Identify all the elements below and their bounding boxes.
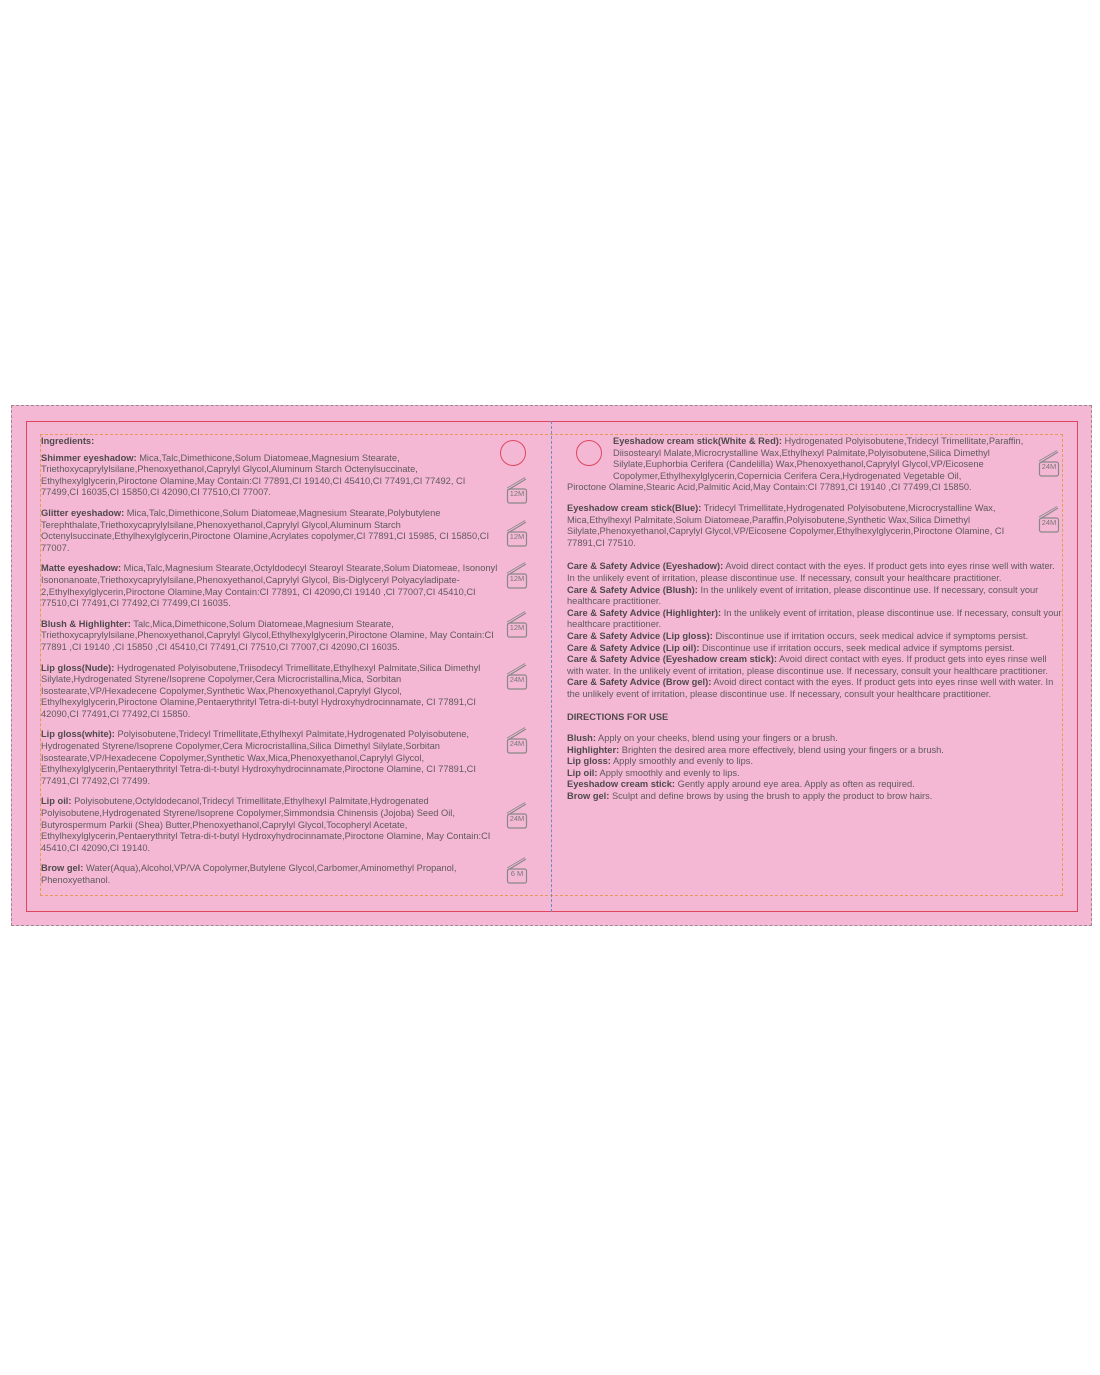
- ingredient-cream-stick-white-red-cont: Piroctone Olamine,Stearic Acid,Palmitic Acid,May Contain:CI 77891,CI 19140 ,CI 77499,CI 15850.: [567, 482, 972, 493]
- ingredient-lip-oil: Lip oil: Polyisobutene,Octyldodecanol,Tridecyl Trimellitate,Ethylhexyl Palmitate,Hydrogenated Polyisobutene,Hydrogenated Styrene/Isoprene Copolymer,Simmondsia Chinensis (Jojoba) Seed Oil, Butyrospermum Parkii (Shea) Butter,Phenoxyethanol,Caprylyl Glycol,Tocopheryl Acetate, Ethylhexylglycerin,Pentaerythrityl Tetra-di-t-butyl Hydroxyhydrocinnamate,Piroctone Olamine, May Contain:CI 45410,CI 42090,CI 19140.: [41, 796, 491, 853]
- pao-label: 24M: [509, 675, 525, 684]
- ingredient-cream-stick-blue: Eyeshadow cream stick(Blue): Tridecyl Trimellitate,Hydrogenated Polyisobutene,Microcrystalline Wax, Mica,Ethylhexyl Palmitate,Solum Diatomeae,Paraffin,Polyisobutene,Synthetic Wax,Silica Dimethyl Silylate,Phenoxyethanol,Caprylyl Glycol,VP/Eicosene Copolymer,Ethylhexylglycerin,Piroctone Olamine, CI 77891,CI 77510.: [567, 502, 1005, 548]
- care-highlighter: Care & Safety Advice (Highlighter): In the unlikely event of irritation, please discontinue use. If necessary, consult your healthcare practitioner.: [567, 607, 1062, 630]
- direction-lip-gloss: Lip gloss: Apply smoothly and evenly to lips.: [567, 756, 754, 767]
- pao-label: 6 M: [510, 869, 524, 878]
- pao-icon: [1036, 506, 1062, 534]
- ingredients-column: [41, 436, 503, 887]
- fold-line: [551, 421, 552, 912]
- pao-label: 24M: [509, 739, 525, 748]
- care-brow-gel: Care & Safety Advice (Brow gel): Avoid direct contact with the eyes. If product gets into eyes rinse well with water. In the unlikely event of irritation, please discontinue use. If necessary, consult your healthcare practitioner.: [567, 677, 1054, 699]
- ingredient-blush-highlighter: Blush & Highlighter: Talc,Mica,Dimethicone,Solum Diatomeae,Magnesium Stearate, Triethoxycaprylylsilane,Phenoxyethanol,Caprylyl Glycol,Ethylhexylglycerin,Piroctone Olamine, May Contain:CI 77891 ,CI 19140 ,CI 15850 ,CI 45410,CI 77491,CI 77510,CI 77007,CI 42090,CI 16035.: [41, 618, 494, 652]
- direction-cream-stick: Eyeshadow cream stick: Gently apply around eye area. Apply as often as required.: [567, 779, 915, 790]
- ingredient-lip-gloss-nude: Lip gloss(Nude): Hydrogenated Polyisobutene,Triisodecyl Trimellitate,Ethylhexyl Palmitate,Silica Dimethyl Silylate,Hydrogenated Styrene/Isoprene Copolymer,Cera Microcristallina,Mica, Sorbitan Isostearate,VP/Hexadecene Copolymer,Synthetic Wax,Phenoxyethanol,Caprylyl Glycol, Ethylhexylglycerin,Piroctone Olamine,Pentaerythrityl Tetra-di-t-butyl Hydroxyhydrocinnamate, CI 77891,CI 42090,CI 77491,CI 77492,CI 15850.: [41, 662, 481, 719]
- pao-label: 12M: [509, 489, 525, 498]
- ingredient-glitter: Glitter eyeshadow: Mica,Talc,Dimethicone,Solum Diatomeae,Magnesium Stearate,Polybutylene Terephthalate,Triethoxycaprylylsilane,Phenoxyethanol,Caprylyl Glycol,Aluminum Starch Octenylsuccinate,Ethylhexylglycerin,Piroctone Olamine,Acrylates copolymer,CI 77891,CI 15985, CI 15850,CI 77007.: [41, 507, 490, 553]
- care-blush: Care & Safety Advice (Blush): In the unlikely event of irritation, please discontinue use. If necessary, consult your healthcare practitioner.: [567, 584, 1039, 607]
- pao-label: 24M: [509, 814, 525, 823]
- care-cream-stick: Care & Safety Advice (Eyeshadow cream stick): Avoid direct contact with eyes. If product gets into eyes rinse well with water. In the unlikely event of irritation, please discontinue use. If necessary, consult your healthcare practitioner.: [567, 654, 1048, 676]
- pao-icon: [504, 562, 530, 590]
- pao-icon: [504, 802, 530, 830]
- direction-blush: Blush: Apply on your cheeks, blend using your fingers or a brush.: [567, 733, 838, 744]
- ingredient-brow-gel: Brow gel: Water(Aqua),Alcohol,VP/VA Copolymer,Butylene Glycol,Carbomer,Aminomethyl Propanol, Phenoxyethanol.: [41, 863, 457, 885]
- directions-heading: DIRECTIONS FOR USE: [567, 712, 669, 723]
- care-lip-gloss: Care & Safety Advice (Lip gloss): Discontinue use if irritation occurs, seek medical advice if symptoms persist.: [567, 630, 1029, 641]
- ingredient-matte: Matte eyeshadow: Mica,Talc,Magnesium Stearate,Octyldodecyl Stearoyl Stearate,Solum Diatomeae, Isononyl Isononanoate,Triethoxycaprylylsilane,Phenoxyethanol,Caprylyl Glycol, Bis-Diglyceryl Polyacyladipate-2,Ethylhexylglycerin,Piroctone Olamine,May Contain:CI 77891, CI 42090,CI 19140 ,CI 77007,CI 45410,CI 77510,CI 77491,CI 77492,CI 77499,CI 16035.: [41, 563, 498, 609]
- care-directions-column: [567, 436, 1062, 803]
- direction-brow-gel: Brow gel: Sculpt and define brows by using the brush to apply the product to brow hairs.: [567, 791, 933, 802]
- direction-highlighter: Highlighter: Brighten the desired area more effectively, blend using your fingers or a brush.: [567, 744, 944, 755]
- pao-label: 24M: [1041, 462, 1057, 471]
- direction-lip-oil: Lip oil: Apply smoothly and evenly to lips.: [567, 767, 740, 778]
- pao-icon: [504, 857, 530, 885]
- ingredients-heading: Ingredients:: [41, 436, 95, 446]
- care-lip-oil: Care & Safety Advice (Lip oil): Discontinue use if irritation occurs, seek medical advice if symptoms persist.: [567, 642, 1015, 653]
- pao-icon: [504, 477, 530, 505]
- pao-label: 12M: [509, 532, 525, 541]
- pao-label: 24M: [1041, 518, 1057, 527]
- pao-icon: [1036, 450, 1062, 478]
- hole-marker-left: [500, 440, 526, 466]
- pao-label: 12M: [509, 623, 525, 632]
- ingredient-lip-gloss-white: Lip gloss(white): Polyisobutene,Tridecyl Trimellitate,Ethylhexyl Palmitate,Hydrogenated Polyisobutene, Hydrogenated Styrene/Isoprene Copolymer,Cera Microcristallina,Silica Dimethyl Silylate,Sorbitan Isostearate,VP/Hexadecene Copolymer,Synthetic Wax,Mica,Phenoxyethanol,Caprylyl Glycol, Ethylhexylglycerin,Pentaerythrityl Tetra-di-t-butyl Hydroxyhydrocinnamate,Piroctone Olamine, CI 77891,CI 77491,CI 77492,CI 77499.: [41, 729, 476, 786]
- care-eyeshadow: Care & Safety Advice (Eyeshadow): Avoid direct contact with the eyes. If product gets into eyes rinse well with water. In the unlikely event of irritation, please discontinue use. If necessary, consult your healthcare practitioner.: [567, 561, 1055, 583]
- pao-label: 12M: [509, 574, 525, 583]
- pao-icon: [504, 611, 530, 639]
- ingredient-shimmer: Shimmer eyeshadow: Mica,Talc,Dimethicone,Solum Diatomeae,Magnesium Stearate, Triethoxycaprylylsilane,Phenoxyethanol,Caprylyl Glycol,Aluminum Starch Octenylsuccinate, Ethylhexylglycerin,Piroctone Olamine,May Contain:CI 77891,CI 19140,CI 45410,CI 77491,CI 77492, CI 77499,CI 16035,CI 15850,CI 42090,CI 77510,CI 77007.: [41, 452, 466, 498]
- ingredient-cream-stick-white-red: Eyeshadow cream stick(White & Red): Hydrogenated Polyisobutene,Tridecyl Trimellitate,Paraffin, Diisostearyl Malate,Microcrystalline Wax,Ethylhexyl Palmitate,Polyisobutene,Silica Dimethyl Silylate,Euphorbia Cerifera (Candelilla) Wax,Phenoxyethanol,Caprylyl Glycol,VP/Eicosene Copolymer,Ethylhexylglycerin,Copernicia Cerifera Cera,Hydrogenated Vegetable Oil,: [613, 436, 1024, 481]
- pao-icon: [504, 727, 530, 755]
- pao-icon: [504, 663, 530, 691]
- pao-icon: [504, 520, 530, 548]
